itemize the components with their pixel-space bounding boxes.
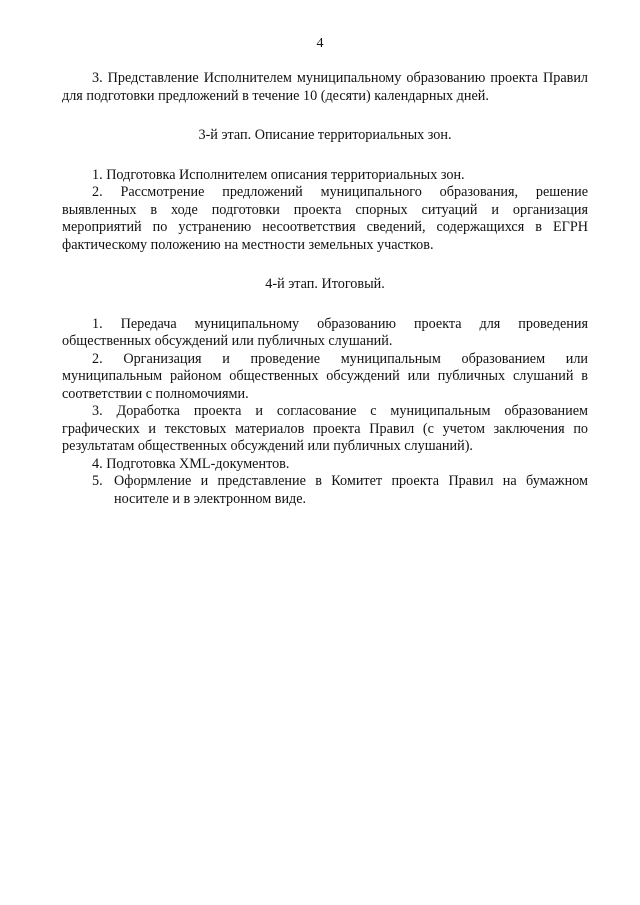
list-number: 1. [92,166,103,183]
list-text: Рассмотрение предложений муниципального образования, решение выявленных в ходе подготовки проекта спорных ситуаций и организация мероприятий по устранению несоответствия сведений, содержащихся в ЕГРН фактическому положению на местности земельных участков. [62,184,589,253]
list-number: 2. [92,184,103,200]
list-text: Подготовка Исполнителем описания территориальных зон. [106,166,465,183]
list-number: 4. [92,455,103,472]
list-number: 3. [92,70,103,86]
stage4-item-5 [62,473,588,508]
list-number: 1. [92,315,103,332]
list-text: Представление Исполнителем муниципальному образованию проекта Правил для подготовки предложений в течение 10 (десяти) календарных дней. [62,70,588,104]
list-number: 2. [92,350,103,367]
stage3-item-2 [62,184,588,254]
list-text: Доработка проекта и согласование с муниципальным образованием графических и текстовых материалов проекта Правил (с учетом заключения по результатам общественных обсуждений или публичных слушаний). [62,403,588,454]
stage4-item-3 [62,403,588,456]
document-body [62,70,588,508]
page-number: 4 [316,36,324,51]
stage4-item-1 [62,316,588,351]
stage3-heading: 3-й этап. Описание территориальных зон. [198,127,452,143]
list-text: Оформление и представление в Комитет проекта Правил на бумажном носителе и в электронном виде. [114,473,588,507]
list-text: Передача муниципальному образованию проекта для проведения общественных обсуждений или публичных слушаний. [62,315,589,349]
stage4-item-4 [62,456,588,474]
list-number: 5. [92,473,103,489]
stage4-item-2 [62,351,588,404]
stage2-item-3 [62,70,588,105]
list-text: Организация и проведение муниципальным образованием или муниципальным районом общественных обсуждений или публичных слушаний в соответствии с полномочиями. [62,350,589,402]
list-text: Подготовка XML-документов. [106,455,290,472]
list-number: 3. [92,403,103,419]
stage3-item-1 [62,167,588,185]
stage4-heading: 4-й этап. Итоговый. [265,276,385,292]
